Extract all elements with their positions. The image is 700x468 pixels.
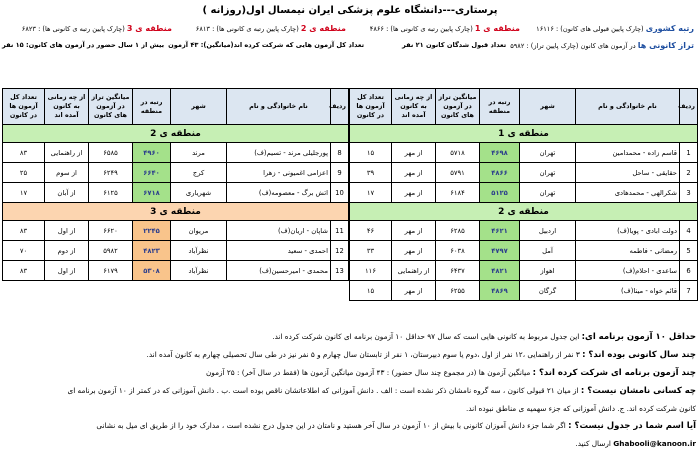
left-table [2, 88, 349, 281]
col-city: شهر [171, 89, 227, 125]
zone-title: منطقه ی 2 [3, 125, 349, 143]
col-row: ردیف [680, 89, 698, 125]
table-row: 9 اعزامی اغمیونی - زهرا کرج ۶۶۴۰ ۶۲۴۹ از سوم ۲۵ [3, 163, 349, 183]
zone-title: منطقه ی 3 [3, 203, 349, 221]
table-row: 5 رمضانی - فاطمه آمل ۴۷۹۷ ۶۰۳۸ از مهر ۳۳ [350, 241, 698, 261]
national-rank-info: رتبه کشوری (چارک پایین قبولی های کانون) : ۱۶۱۱۶ [536, 24, 694, 33]
col-total: تعداد کل آزمون ها در کانون [3, 89, 45, 125]
region1-info: منطقه ی 1 (چارک پایین رتبه ی کانونی ها) : ۴۸۶۶ [369, 24, 520, 33]
table-row: 6 ساعدی - احلام(ف) اهواز ۴۸۲۱ ۶۴۳۷ از راهنمایی ۱۱۶ [350, 261, 698, 281]
table-row: 4 دولت ابادی - پویا(ف) اردبیل ۴۶۲۱ ۶۲۸۵ از مهر ۴۶ [350, 221, 698, 241]
note-missing: چه کسانی نامشان نیست؟ : از میان ۲۱ قبولی کانون ، سه گروه نامشان ذکر نشده است : الف . دانش آموزانی که اطلاعاتشان ناقص بوده است .ب . دانش آموزانی که در کمتر از ۱۰ آزمون برنامه ای [67, 386, 696, 396]
col-rank: رتبه در منطقه [480, 89, 520, 125]
header-row-2 [2, 38, 698, 53]
table-row: 11 شاپان - اریان(ف) مریوان ۲۲۴۵ ۶۶۲۰ از اول ۸۳ [3, 221, 349, 241]
accepted-count: تعداد قبول شدگان کانون ۲۱ نفر [402, 41, 507, 49]
table-row: 8 پورجلیلی مرند - تسیم(ف) مرند ۴۹۶۰ ۶۵۸۵ از راهنمایی ۸۳ [3, 143, 349, 163]
table-row: 12 احمدی - سعید نظرآباد ۴۸۲۳ ۵۹۸۲ از دوم ۷۰ [3, 241, 349, 261]
table-row: 10 اتش برگ - معصومه(ف) شهریاری ۶۷۱۸ ۶۱۲۵ از آبان ۱۷ [3, 183, 349, 203]
right-table [349, 88, 698, 301]
note-exam-count: چند آزمون برنامه ای شرکت کرده اند؟ : میانگین آزمون ها (در مجموع چند سال حضور) : ۴۳ آزمون میانگین آزمون ها (فقط در سال آخر) : ۲۵ آزمون [205, 368, 696, 378]
email-link[interactable]: Ghabooli@kanoon.ir [613, 439, 696, 448]
notes-section [4, 328, 696, 452]
col-total: تعداد کل آزمون ها در کانون [350, 89, 392, 125]
zone-title: منطقه ی 1 [350, 125, 698, 143]
region3-info: منطقه ی 3 (چارک پایین رتبه ی کانونی ها) : ۶۸۲۳ [21, 24, 172, 33]
avg-exams: تعداد کل آزمون هایی که شرکت کرده اند(میانگین): ۴۳ آزمون [168, 41, 365, 49]
col-rank: رتبه در منطقه [133, 89, 171, 125]
col-avg: میانگین تراز در آزمون های کانون [436, 89, 480, 125]
col-avg: میانگین تراز در آزمون های کانون [89, 89, 133, 125]
col-row: ردیف [331, 89, 349, 125]
col-name: نام خانوادگی و نام [227, 89, 331, 125]
col-since: از چه زمانی به کانون آمده اند [45, 89, 89, 125]
header-row-1 [2, 21, 698, 36]
max-count: بیش از ۱ سال حضور در آزمون های کانون: ۱۵ نفر [2, 41, 165, 49]
taraz-info: تراز کانونی ها در آزمون های کانون (چارک پایین تراز) : ۵۹۸۲ [510, 41, 694, 50]
note-not-listed: آیا اسم شما در جدول نیست؟ : اگر شما جزء دانش آموزان کانونی با بیش از ۱۰ آزمون در سال آخر هستید و نامتان در این جدول درج نشده است ، مدارک خود را از طریق ای میل به نشانی [96, 421, 696, 431]
table-row: 3 شکرالهی - محمدهادی تهران ۵۱۲۵ ۶۱۸۴ از مهر ۱۷ [350, 183, 698, 203]
table-row: 1 قاسم زاده - محمدامین تهران ۴۶۹۸ ۵۷۱۸ از مهر ۱۵ [350, 143, 698, 163]
col-since: از چه زمانی به کانون آمده اند [392, 89, 436, 125]
note-missing-cont: کانون شرکت کرده اند. ج. دانش آموزانی که جزء سهمیه ی مناطق نبوده اند. [466, 404, 696, 413]
zone-title: منطقه ی 2 [350, 203, 698, 221]
note-email: Ghabooli@kanoon.ir ارسال کنید. [575, 439, 696, 448]
region2-info: منطقه ی 2 (چارک پایین رتبه ی کانونی ها) : ۶۸۱۳ [195, 24, 346, 33]
col-city: شهر [520, 89, 576, 125]
col-name: نام خانوادگی و نام [576, 89, 680, 125]
note-years: چند سال کانونی بوده اند؟ : ۳ نفر از راهنمایی ،۱۲ نفر از اول ،دوم یا سوم دبیرستان، ۱ نفر از تابستان سال چهارم و ۵ نفر نیز در طی سال تحصیلی چهارم به کانون آمده اند. [146, 350, 696, 360]
note-min-exams: حداقل ۱۰ آزمون برنامه ای: این جدول مربوط به کانونی هایی است که سال ۹۷ حداقل ۱۰ آزمون برنامه ای کانون شرکت کرده اند. [272, 332, 696, 342]
table-row: 7 قائم خواه - مینا(ف) گرگان ۴۸۶۹ ۶۲۵۵ از مهر ۱۵ [350, 281, 698, 301]
table-row: 2 حقایقی - ساحل تهران ۴۸۶۶ ۵۷۹۱ از مهر ۳۹ [350, 163, 698, 183]
table-row: 13 محمدی - امیرحسین(ف) نظرآباد ۵۳۰۸ ۶۱۷۹ از اول ۸۳ [3, 261, 349, 281]
page-title: پرستاری---دانشگاه علوم پزشکی ایران نیمسال اول(روزانه ) [202, 5, 498, 16]
